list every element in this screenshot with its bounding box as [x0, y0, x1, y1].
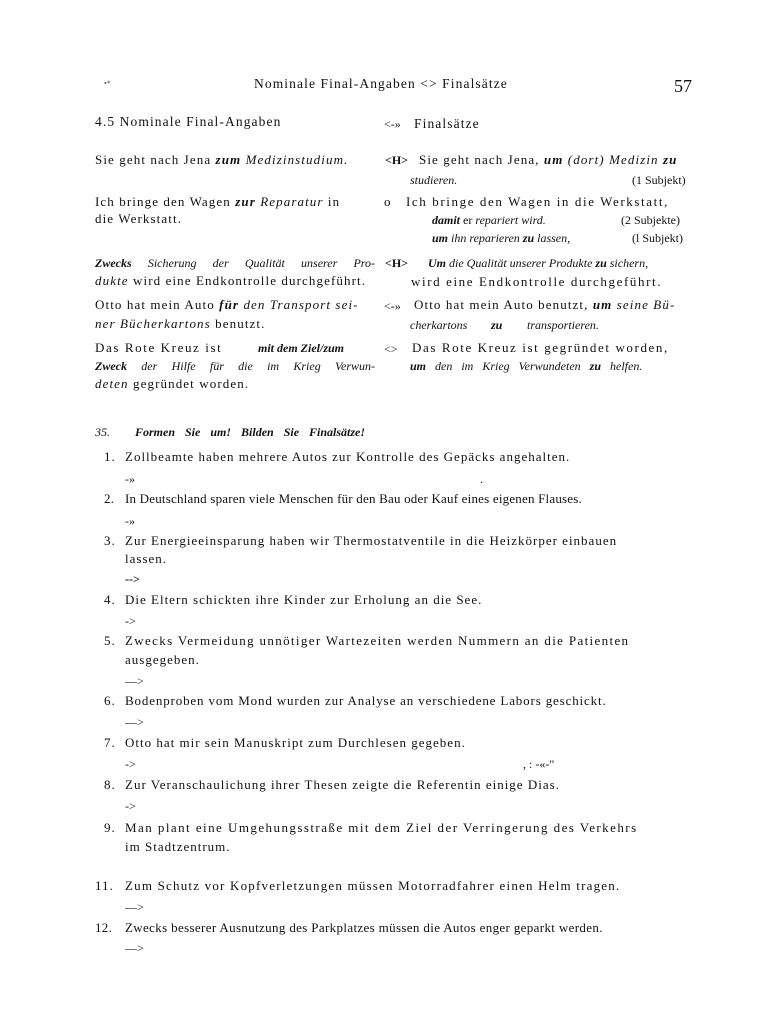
exercise-number: 35.: [95, 425, 110, 439]
text: deten: [95, 376, 129, 391]
row4-right2-a: cherkartons: [410, 318, 468, 332]
row2-left2: die Werkstatt.: [95, 211, 183, 226]
row1-right2-b: (1 Subjekt): [632, 173, 686, 187]
section-heading-right: Finalsätze: [414, 116, 480, 131]
row4-right2-b: zu: [491, 318, 503, 332]
row4-left2: [95, 316, 266, 332]
item-text: Zur Veranschaulichung ihrer Thesen zeigte die Referentin einige Dias.: [125, 777, 560, 792]
item-text: Zollbeamte haben mehrere Autos zur Kontrolle des Gepäcks angehalten.: [125, 449, 571, 464]
text: zu: [663, 152, 678, 167]
text: den Transport sei-: [239, 297, 359, 312]
text: er: [460, 213, 473, 227]
row4-right2-c: transportieren.: [527, 318, 599, 332]
row1-right2-a: studieren.: [410, 173, 458, 187]
answer-arrow: ->: [125, 757, 136, 771]
row5-right2: [410, 359, 642, 374]
stray-mark: .: [480, 472, 483, 486]
text: damit: [432, 213, 461, 227]
item-text-cont: lassen.: [125, 551, 168, 566]
text: gegründet worden.: [128, 376, 250, 391]
row2-right3-e: (l Subjekt): [632, 231, 683, 245]
item-text: Zwecks besserer Ausnutzung des Parkplatzes müssen die Autos enger geparkt werden.: [125, 920, 603, 935]
text: um: [410, 359, 427, 373]
text: Reparatur: [255, 194, 324, 209]
text: Otto hat mein Auto benutzt,: [414, 297, 593, 312]
text: Sie geht nach Jena: [95, 152, 216, 167]
text: der Hilfe für die im Krieg Verwun-: [127, 359, 375, 373]
item-number: 9.: [104, 820, 116, 835]
text: zu: [522, 231, 535, 245]
text: lassen,: [534, 231, 571, 245]
text: sichern,: [606, 256, 649, 270]
section-heading-left: 4.5 Nominale Final-Angaben: [95, 114, 282, 129]
text: ihn reparieren: [448, 231, 523, 245]
text: Um: [428, 256, 446, 270]
text: wird eine Endkontrolle durchgeführt.: [128, 273, 367, 288]
text: in: [323, 194, 341, 209]
item-text: Zum Schutz vor Kopfverletzungen müssen Motorradfahrer einen Helm tragen.: [125, 878, 621, 893]
text: Sicherung der Qualität unserer Pro-: [131, 256, 375, 270]
item-number: 7.: [104, 735, 116, 750]
text: Sie geht nach Jena,: [419, 152, 544, 167]
row4-left1: [95, 297, 359, 313]
row1-left: [95, 152, 348, 168]
answer-arrow: —>: [125, 674, 144, 688]
text: zum: [215, 152, 242, 167]
text: Medizinstudium.: [241, 152, 349, 167]
row2-right2: [432, 213, 546, 228]
row2-right2-d: (2 Subjekte): [621, 213, 680, 227]
row1-right: [419, 152, 678, 168]
item-number: 4.: [104, 592, 116, 607]
answer-arrow: ->: [125, 799, 136, 813]
item-number: 5.: [104, 633, 116, 648]
text: zu: [589, 359, 602, 373]
answer-arrow: —>: [125, 900, 144, 914]
row2-right1: Ich bringe den Wagen in die Werkstatt,: [406, 194, 669, 209]
text: für: [219, 297, 240, 312]
text: benutzt.: [210, 316, 266, 331]
header-mark: •*: [104, 79, 111, 88]
row5-right1: Das Rote Kreuz ist gegründet worden,: [412, 340, 669, 355]
text: Otto hat mein Auto: [95, 297, 220, 312]
text: seine Bü-: [612, 297, 676, 312]
answer-arrow: —>: [125, 941, 144, 955]
text: um: [592, 297, 613, 312]
row4-arrow: <-»: [384, 299, 401, 313]
text: die Qualität unserer Produkte: [446, 256, 596, 270]
answer-arrow: ->: [125, 614, 136, 628]
row2-right3: [432, 231, 570, 246]
text: helfen.: [601, 359, 643, 373]
text: (dort) Medizin: [563, 152, 663, 167]
text: dukte: [95, 273, 129, 288]
row4-right1: [414, 297, 675, 313]
item-text: Bodenproben vom Mond wurden zur Analyse an verschiedene Labors geschickt.: [125, 693, 607, 708]
row2-arrow: o: [384, 194, 391, 209]
item-number: 12.: [95, 920, 113, 935]
item-text: Man plant eine Umgehungsstraße mit dem Ziel der Verringerung des Verkehrs: [125, 820, 638, 835]
item-text-cont: ausgegeben.: [125, 652, 200, 667]
item-number: 2.: [104, 491, 115, 506]
item-text: Zur Energieeinsparung haben wir Thermostatventile in die Heizkörper einbauen: [125, 533, 618, 548]
text: zu: [595, 256, 607, 270]
text: um: [432, 231, 449, 245]
text: um: [543, 152, 564, 167]
row5-left2: [95, 359, 375, 374]
answer-arrow: —>: [125, 715, 144, 729]
row3-right2: wird eine Endkontrolle durchgeführt.: [411, 274, 663, 289]
row2-left1: [95, 194, 340, 210]
row3-right1: [428, 256, 648, 271]
item-number: 11.: [95, 878, 114, 893]
text: zur: [235, 194, 256, 209]
text: Ich bringe den Wagen: [95, 194, 236, 209]
text: den im Krieg Verwundeten: [426, 359, 590, 373]
item-number: 6.: [104, 693, 116, 708]
item-text: Otto hat mir sein Manuskript zum Durchlesen gegeben.: [125, 735, 466, 750]
row1-arrow: <H>: [385, 153, 409, 167]
row3-arrow: <H>: [385, 256, 409, 270]
section-arrow: <-»: [384, 117, 401, 131]
item-text: Zwecks Vermeidung unnötiger Wartezeiten werden Nummern an die Patienten: [125, 633, 630, 648]
running-title: Nominale Final-Angaben <> Finalsätze: [254, 76, 508, 91]
text: ner Bücherkartons: [95, 316, 211, 331]
row5-arrow: <>: [384, 342, 398, 356]
answer-arrow: -»: [125, 514, 135, 528]
item-number: 1.: [104, 449, 116, 464]
answer-arrow: -»: [125, 472, 135, 486]
item-text-cont: im Stadtzentrum.: [125, 839, 231, 854]
row3-left1: [95, 256, 375, 271]
text: Zweck: [95, 359, 127, 373]
item-number: 8.: [104, 777, 116, 792]
text: Zwecks: [95, 256, 132, 270]
item-text: Die Eltern schickten ihre Kinder zur Erholung an die See.: [125, 592, 483, 607]
row5-left1-a: Das Rote Kreuz ist: [95, 340, 223, 355]
exercise-instruction: Formen Sie um! Bilden Sie Finalsätze!: [135, 425, 366, 439]
page-number: 57: [674, 76, 692, 96]
item-number: 3.: [104, 533, 116, 548]
answer-arrow: -->: [125, 572, 140, 586]
row5-left3: [95, 376, 249, 392]
row5-left1-b: mit dem Ziel/zum: [258, 341, 344, 355]
row3-left2: [95, 273, 366, 289]
stray-mark: , : -«-": [523, 757, 555, 771]
text: repariert wird.: [472, 213, 546, 227]
item-text: In Deutschland sparen viele Menschen für den Bau oder Kauf eines eigenen Flauses.: [125, 491, 582, 506]
